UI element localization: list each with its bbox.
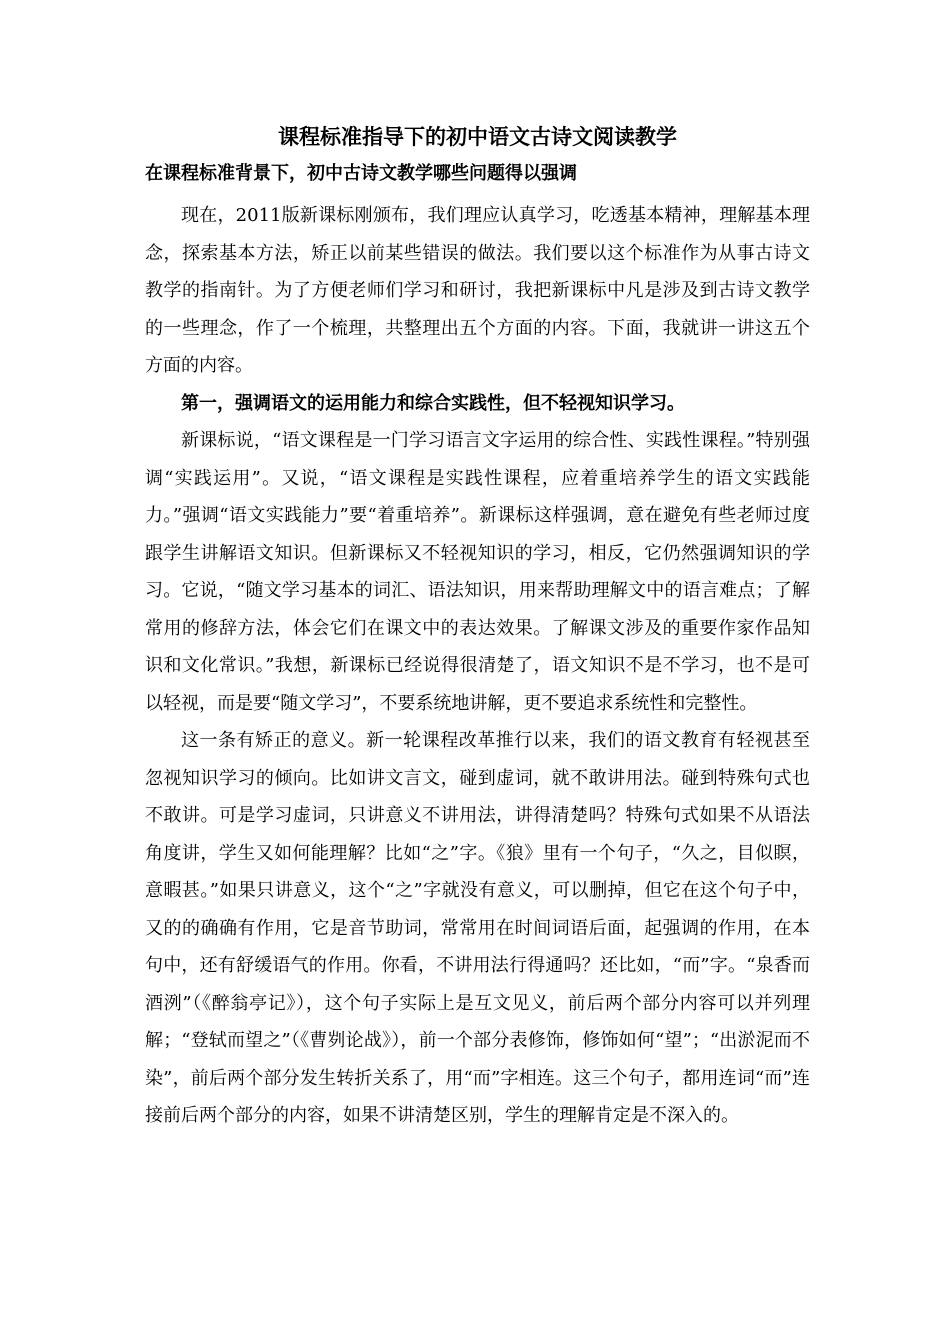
section-heading: 在课程标准背景下，初中古诗文教学哪些问题得以强调	[145, 163, 577, 184]
document-title: 课程标准指导下的初中语文古诗文阅读教学	[278, 124, 677, 149]
document-body	[145, 117, 810, 1135]
intro-paragraph: 现在，2011版新课标刚颁布，我们理应认真学习，吃透基本精神，理解基本理念，探索基本方法，矫正以前某些错误的做法。我们要以这个标准作为从事古诗文教学的指南针。为了方便老师们学习和研讨，我把新课标中凡是涉及到古诗文教学的一些理念，作了一个梳理，共整理出五个方面的内容。下面，我就讲一讲这五个方面的内容。	[145, 205, 810, 376]
significance-paragraph: 这一条有矫正的意义。新一轮课程改革推行以来，我们的语文教育有轻视甚至忽视知识学习的倾向。比如讲文言文，碰到虚词，就不敢讲用法。碰到特殊句式也不敢讲。可是学习虚词，只讲意义不讲用法，讲得清楚吗？特殊句式如果不从语法角度讲，学生又如何能理解？比如“之”字。《狼》里有一个句子，“久之，目似瞑，意暇甚。”如果只讲意义，这个“之”字就没有意义，可以删掉，但它在这个句子中，又的的确确有作用，它是音节助词，常常用在时间词语后面，起强调的作用，在本句中，还有舒缓语气的作用。你看，不讲用法行得通吗？还比如，“而”字。“泉香而酒洌”（《醉翁亭记》），这个句子实际上是互文见义，前后两个部分内容可以并列理解；“登轼而望之”（《曹刿论战》），前一个部分表修饰，修饰如何“望”；“出淤泥而不染”，前后两个部分发生转折关系了，用“而”字相连。这三个句子，都用连词“而”连接前后两个部分的内容，如果不讲清楚区别，学生的理解肯定是不深入的。	[145, 730, 810, 1126]
point-one-paragraph: 新课标说，“语文课程是一门学习语言文字运用的综合性、实践性课程。”特别强调“实践运用”。又说，“语文课程是实践性课程，应着重培养学生的语文实践能力。”强调“语文实践能力”要“着重培养”。新课标这样强调，意在避免有些老师过度跟学生讲解语文知识。但新课标又不轻视知识的学习，相反，它仍然强调知识的学习。它说，“随文学习基本的词汇、语法知识，用来帮助理解文中的语言难点；了解常用的修辞方法，体会它们在课文中的表达效果。了解课文涉及的重要作家作品知识和文化常识。”我想，新课标已经说得很清楚了，语文知识不是不学习，也不是可以轻视，而是要“随文学习”，不要系统地讲解，更不要追求系统性和完整性。	[145, 430, 810, 714]
point-one-heading: 第一，强调语文的运用能力和综合实践性，但不轻视知识学习。	[181, 392, 685, 414]
